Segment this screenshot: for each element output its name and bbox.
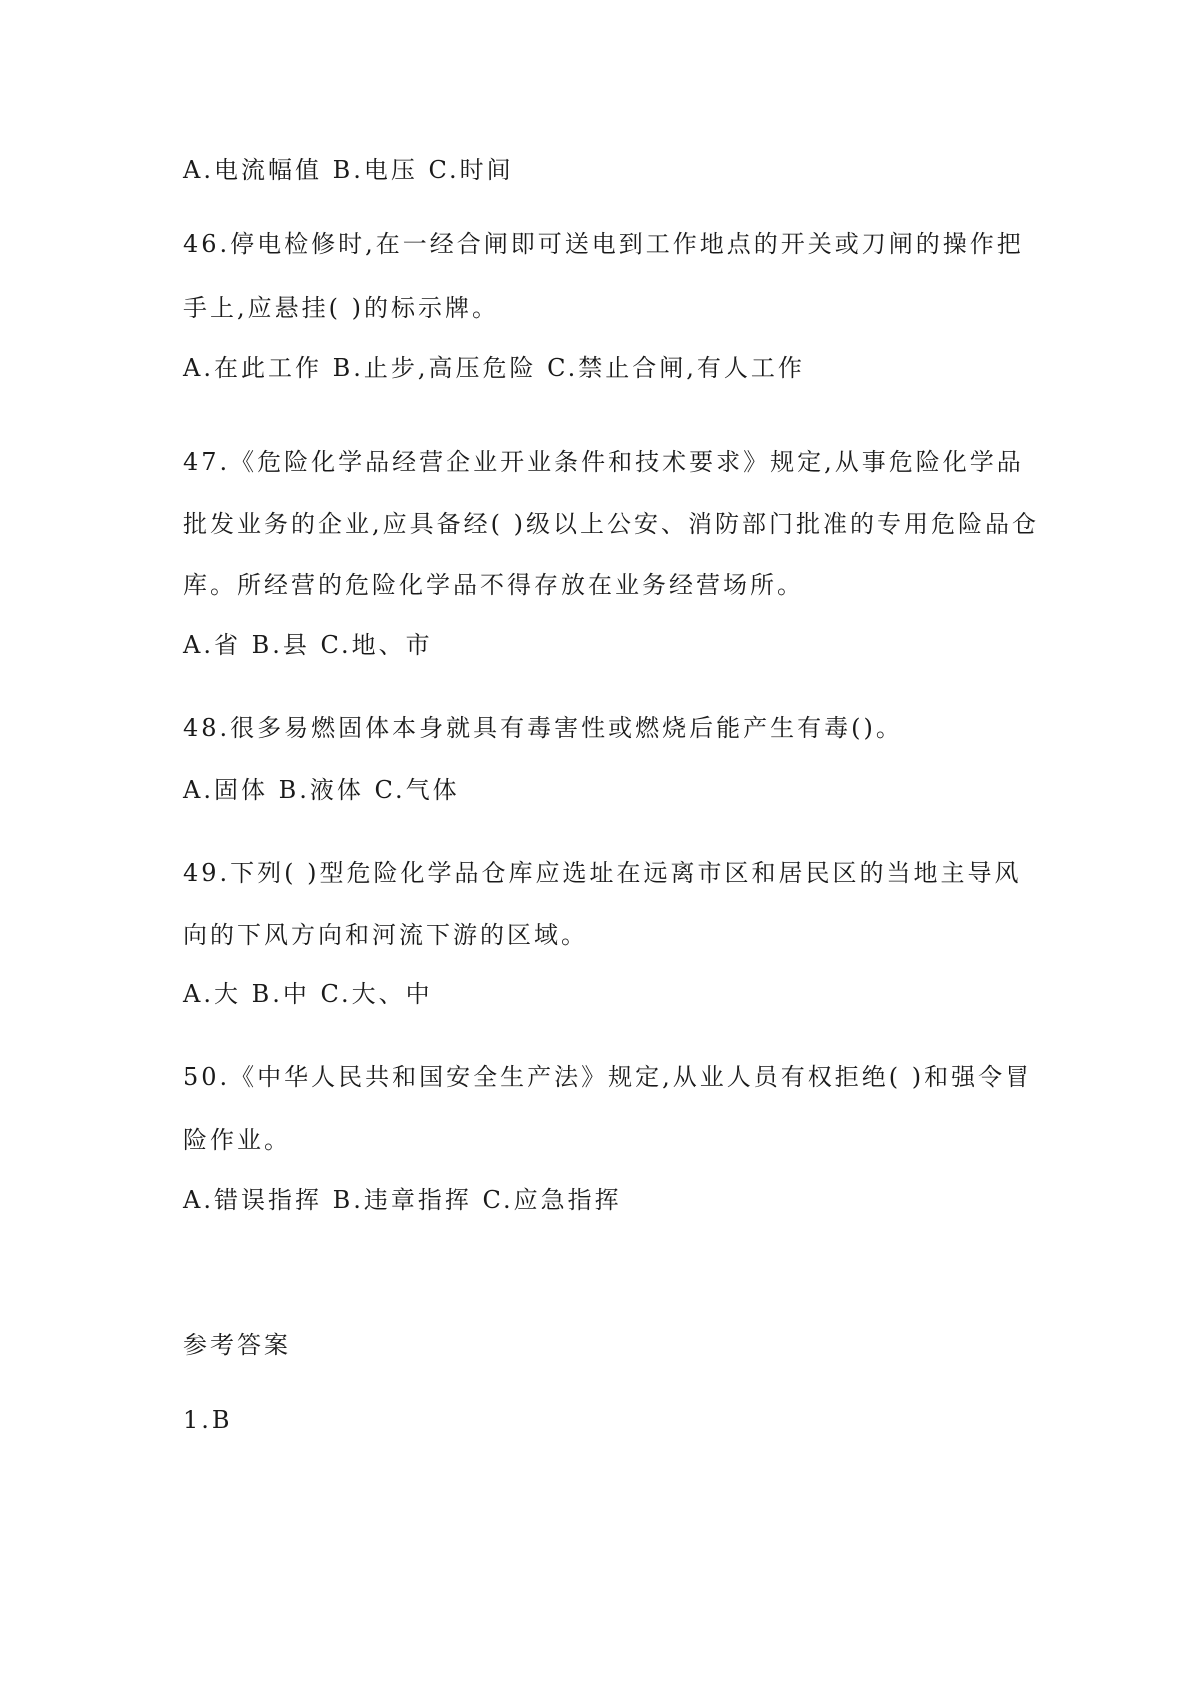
q49-options: A.大 B.中 C.大、中 — [183, 980, 433, 1008]
q48-options: A.固体 B.液体 C.气体 — [183, 776, 460, 804]
q47-options: A.省 B.县 C.地、市 — [183, 631, 433, 659]
q49-text-line-2: 向的下风方向和河流下游的区域。 — [183, 921, 588, 949]
q46-options: A.在此工作 B.止步,高压危险 C.禁止合闸,有人工作 — [183, 354, 805, 382]
q50-options: A.错误指挥 B.违章指挥 C.应急指挥 — [183, 1186, 622, 1214]
q47-text-line-3: 库。所经营的危险化学品不得存放在业务经营场所。 — [183, 571, 804, 599]
q50-text-line-1: 50.《中华人民共和国安全生产法》规定,从业人员有权拒绝( )和强令冒 — [183, 1063, 1033, 1091]
q47-text-line-1: 47.《危险化学品经营企业开业条件和技术要求》规定,从事危险化学品 — [183, 448, 1024, 476]
q47-text-line-2: 批发业务的企业,应具备经( )级以上公安、消防部门批准的专用危险品仓 — [183, 510, 1039, 538]
answer-item-1: 1.B — [183, 1406, 233, 1434]
q49-text-line-1: 49.下列( )型危险化学品仓库应选址在远离市区和居民区的当地主导风 — [183, 859, 1022, 887]
q46-text-line-2: 手上,应悬挂( )的标示牌。 — [183, 294, 499, 322]
q46-text-line-1: 46.停电检修时,在一经合闸即可送电到工作地点的开关或刀闸的操作把 — [183, 230, 1024, 258]
q48-text-line-1: 48.很多易燃固体本身就具有毒害性或燃烧后能产生有毒()。 — [183, 714, 903, 742]
q50-text-line-2: 险作业。 — [183, 1126, 291, 1154]
q45-options: A.电流幅值 B.电压 C.时间 — [183, 156, 514, 184]
answer-heading: 参考答案 — [183, 1331, 291, 1359]
